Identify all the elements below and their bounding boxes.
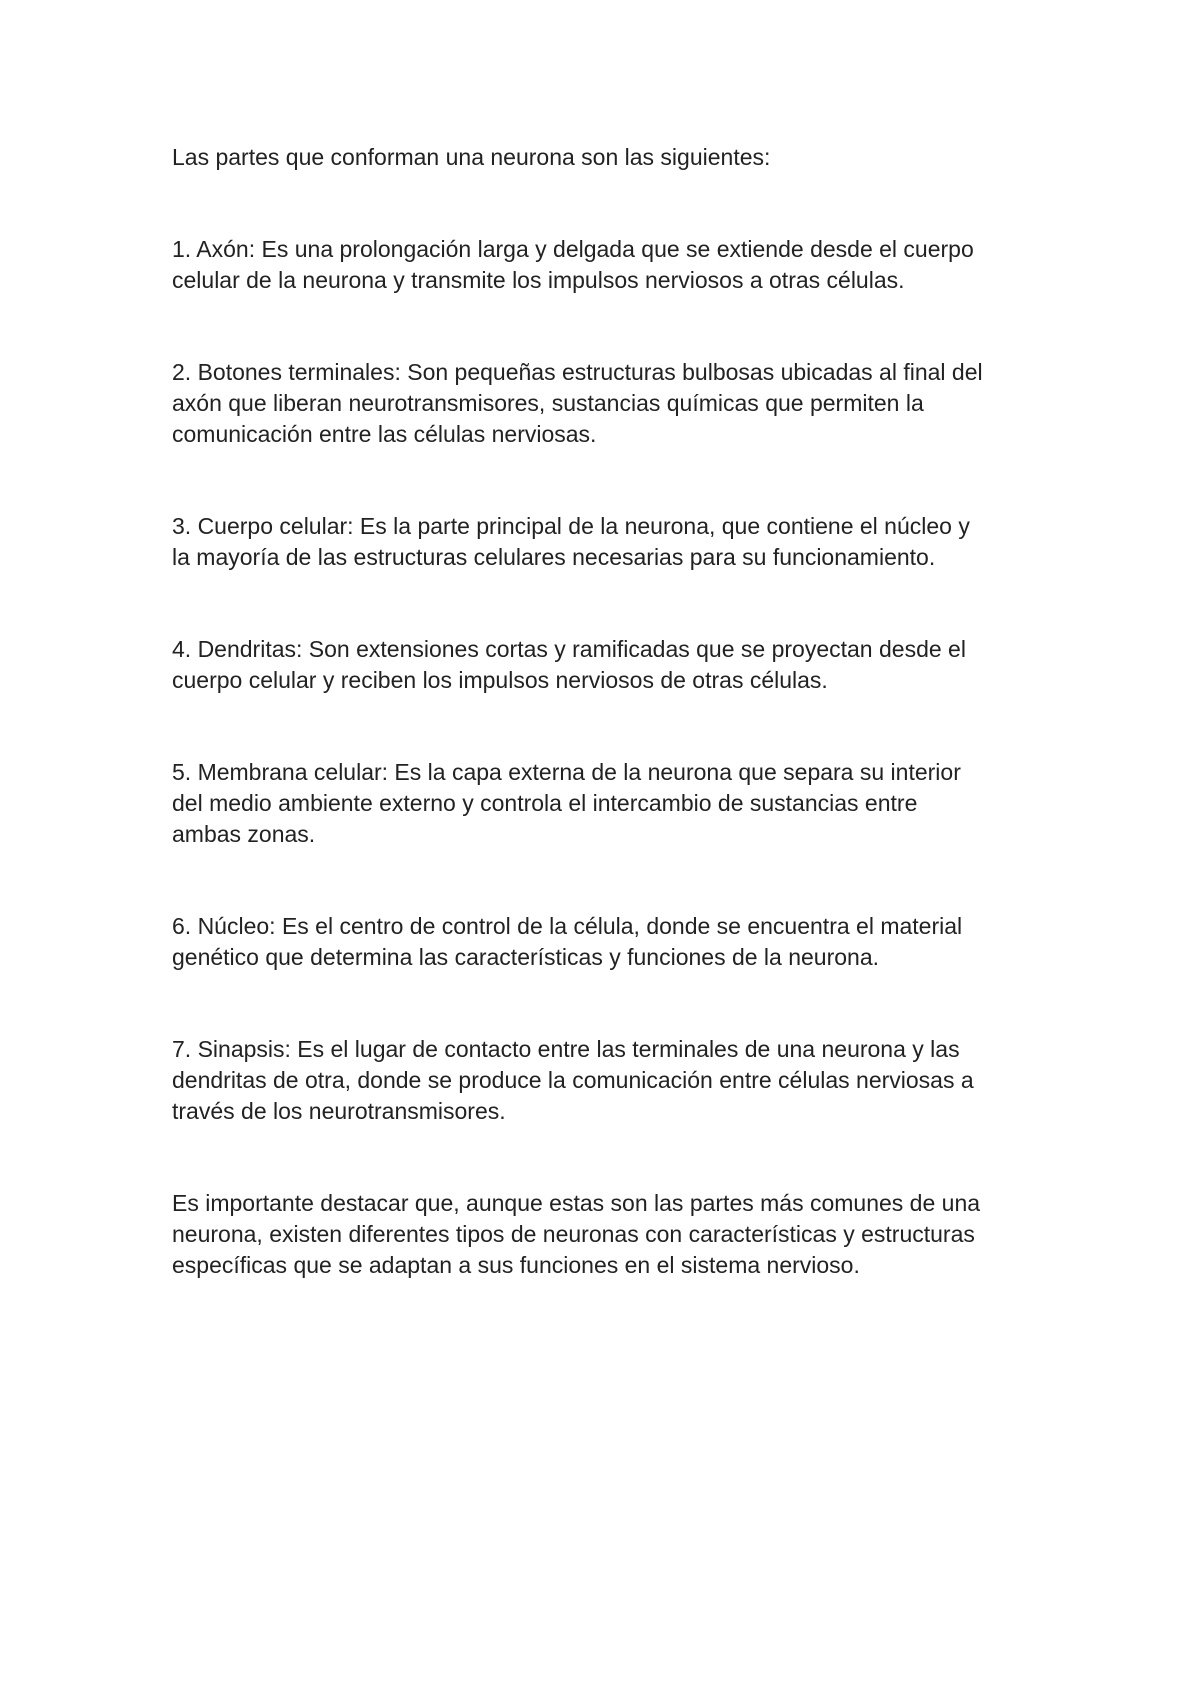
document-body [172,142,1052,1281]
closing-paragraph: Es importante destacar que, aunque estas son las partes más comunes de una neurona, existen diferentes tipos de neuronas con características y estructuras específicas que se adaptan a sus funciones en el sistema nervioso. [172,1190,981,1278]
list-item-cuerpo-celular: 3. Cuerpo celular: Es la parte principal de la neurona, que contiene el núcleo y la mayoría de las estructuras celulares necesarias para su funcionamiento. [172,513,970,570]
list-item-membrana-celular: 5. Membrana celular: Es la capa externa de la neurona que separa su interior del medio ambiente externo y controla el intercambio de sustancias entre ambas zonas. [172,759,961,847]
intro-paragraph: Las partes que conforman una neurona son las siguientes: [172,144,771,170]
list-item-botones-terminales: 2. Botones terminales: Son pequeñas estructuras bulbosas ubicadas al final del axón que liberan neurotransmisores, sustancias químicas que permiten la comunicación entre las células nerviosas. [172,359,983,447]
list-item-nucleo: 6. Núcleo: Es el centro de control de la célula, donde se encuentra el material genético que determina las características y funciones de la neurona. [172,913,963,970]
list-item-sinapsis: 7. Sinapsis: Es el lugar de contacto entre las terminales de una neurona y las dendritas de otra, donde se produce la comunicación entre células nerviosas a través de los neurotransmisores. [172,1036,974,1124]
list-item-dendritas: 4. Dendritas: Son extensiones cortas y ramificadas que se proyectan desde el cuerpo celular y reciben los impulsos nerviosos de otras células. [172,636,966,693]
list-item-axon: 1. Axón: Es una prolongación larga y delgada que se extiende desde el cuerpo celular de la neurona y transmite los impulsos nerviosos a otras células. [172,236,974,293]
